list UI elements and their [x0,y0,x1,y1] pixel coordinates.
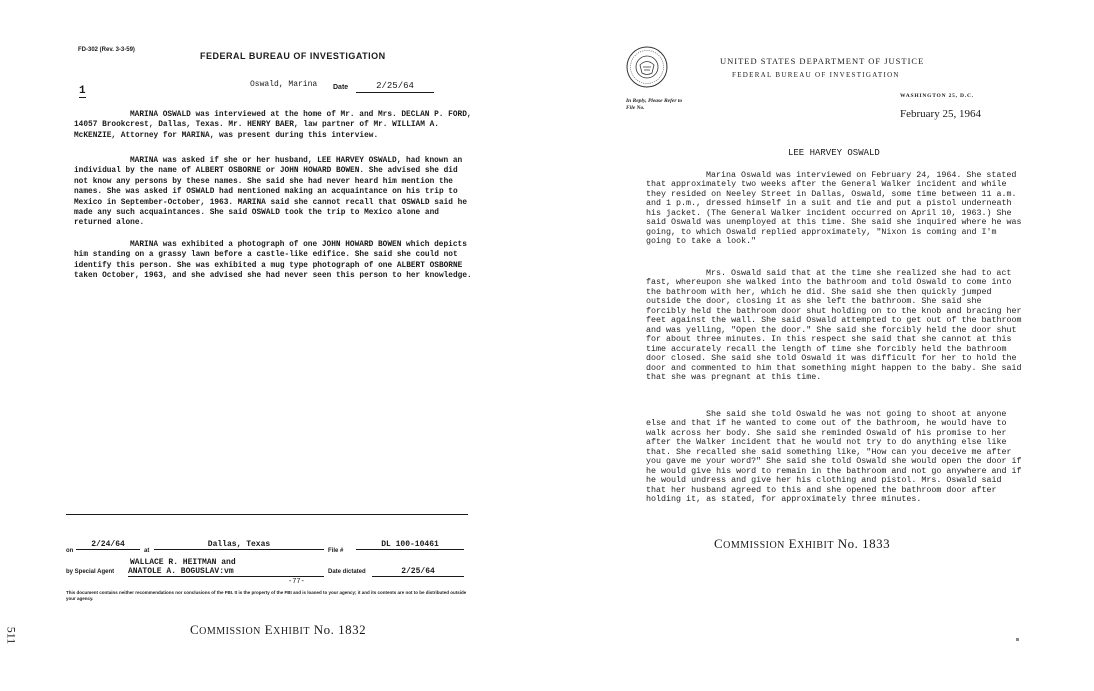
right-page-doj-letter [548,0,1094,691]
exhibit-caption-1832: COMMISSION EXHIBIT No. 1832 [190,622,367,637]
right-paragraph-3: She said she told Oswald he was not going to shoot at anyone else and that if he wanted to come out of the bathroom, he would have to walk across her body. She said she reminded Oswald of his promise to her after the Walker incident that he would not try to do anything else like that. She recalled she said something like, "How can you deceive me after you gave me your word?" She said she told Oswald she would open the door if he would give his word to remain in the bathroom and not go anywhere and if he would undress and give her his clothing and pistol. Mrs. Oswald said that her husband agreed to this and she opened the bathroom door after holding it, as stated, for approximately three minutes. [646,409,1022,505]
reply-note: In Reply, Please Refer to File No. [626,98,683,111]
interview-date: 2/25/64 [356,81,434,93]
agent-label: by Special Agent [66,569,115,575]
page-number: 511 [4,626,19,645]
at-location: Dallas, Texas [154,540,324,550]
letter-date: February 25, 1964 [900,108,981,120]
at-label: at [144,548,150,554]
date-label: Date [333,84,349,91]
exhibit-caption-1833: COMMISSION EXHIBIT No. 1833 [714,536,891,551]
file-label: File # [328,548,344,554]
agent-line-1: WALLACE R. HEITMAN and [130,558,236,567]
letter-subject: LEE HARVEY OSWALD [788,148,880,158]
on-date: 2/24/64 [76,540,140,550]
right-paragraph-2: Mrs. Oswald said that at the time she realized she had to act fast, whereupon she walked into the bathroom and told Oswald to come into the bathroom with her, which he did. She said she then quickly jumped outside the door, closing it as she left the bathroom. She said she forcibly held the bathroom door shut holding on to the knob and bracing her feet against the wall. She said Oswald attempted to get out of the bathroom and was yelling, "Open the door." She said she forcibly held the door shut for about three minutes. In this respect she said that she cannot at this time accurately recall the length of time she forcibly held the bathroom door closed. She said she told Oswald it was difficult for her to hold the door and commented to him that something might happen to the baby. She said that she was pregnant at this time. [646,268,1022,382]
dictated-date: 2/25/64 [372,567,464,577]
on-label: on [66,548,74,554]
agent-line-2: ANATOLE A. BOGUSLAV:vm [128,567,324,577]
dictated-label: Date dictated [328,569,366,575]
bureau-subtitle: FEDERAL BUREAU OF INVESTIGATION [732,71,900,79]
footer-divider [66,514,468,515]
left-paragraph-1: MARINA OSWALD was interviewed at the home of Mr. and Mrs. DECLAN P. FORD, 14057 Brookcrest, Dallas, Texas. Mr. HENRY BAER, law partner of Mr. WILLIAM A. McKENZIE, Attorney for MARINA, was present during this interview. [74,111,472,140]
location: WASHINGTON 25, D.C. [900,93,974,99]
subject-name: Oswald, Marina [250,80,318,89]
scan-mark [1016,638,1019,641]
left-paragraph-3: MARINA was exhibited a photograph of one JOHN HOWARD BOWEN which depicts him standing on a grassy lawn before a castle-like edifice. She said she could not identify this person. She was exhibited a mug type photograph of one ALBERT OSBORNE taken October, 1963, and she advised she had never seen this person to her knowledge. [74,241,472,281]
left-paragraph-2: MARINA was asked if she or her husband, LEE HARVEY OSWALD, had known an individual by the name of ALBERT OSBORNE or JOHN HOWARD BOWEN. She advised she did not know any persons by these names. She said she had never heard him mention the names. She was asked if OSWALD had mentioned making an acquaintance on his trip to Mexico in September-October, 1963. MARINA said she cannot recall that OSWALD said he made any such acquaintances. She said OSWALD took the trip to Mexico alone and returned alone. [74,157,468,228]
page-marker: 1 [79,85,86,97]
form-number: FD-302 (Rev. 3-3-59) [78,47,135,53]
right-paragraph-1: Marina Oswald was interviewed on February 24, 1964. She stated that approximately two weeks after the General Walker incident and while they resided on Neeley Street in Dallas, Oswald, some time between 11 a.m. and 1 p.m., dressed himself in a suit and tie and put a pistol underneath his jacket. (The General Walker incident occurred on April 10, 1963.) She said Oswald was unemployed at this time. She said she inquired where he was going, to which Oswald replied approximately, "Nixon is coming and I'm going to take a look." [646,170,1022,247]
agency-title: FEDERAL BUREAU OF INVESTIGATION [200,51,386,61]
doj-seal-icon [626,46,668,88]
disclaimer-small-print: This document contains neither recommendations nor conclusions of the FBI. It is the property of the FBI and is loaned to your agency; it and its contents are not to be distributed outside your agency. [66,590,467,601]
department-title: UNITED STATES DEPARTMENT OF JUSTICE [720,56,925,66]
file-number: DL 100-10461 [356,540,464,550]
initials: -77- [288,578,305,586]
